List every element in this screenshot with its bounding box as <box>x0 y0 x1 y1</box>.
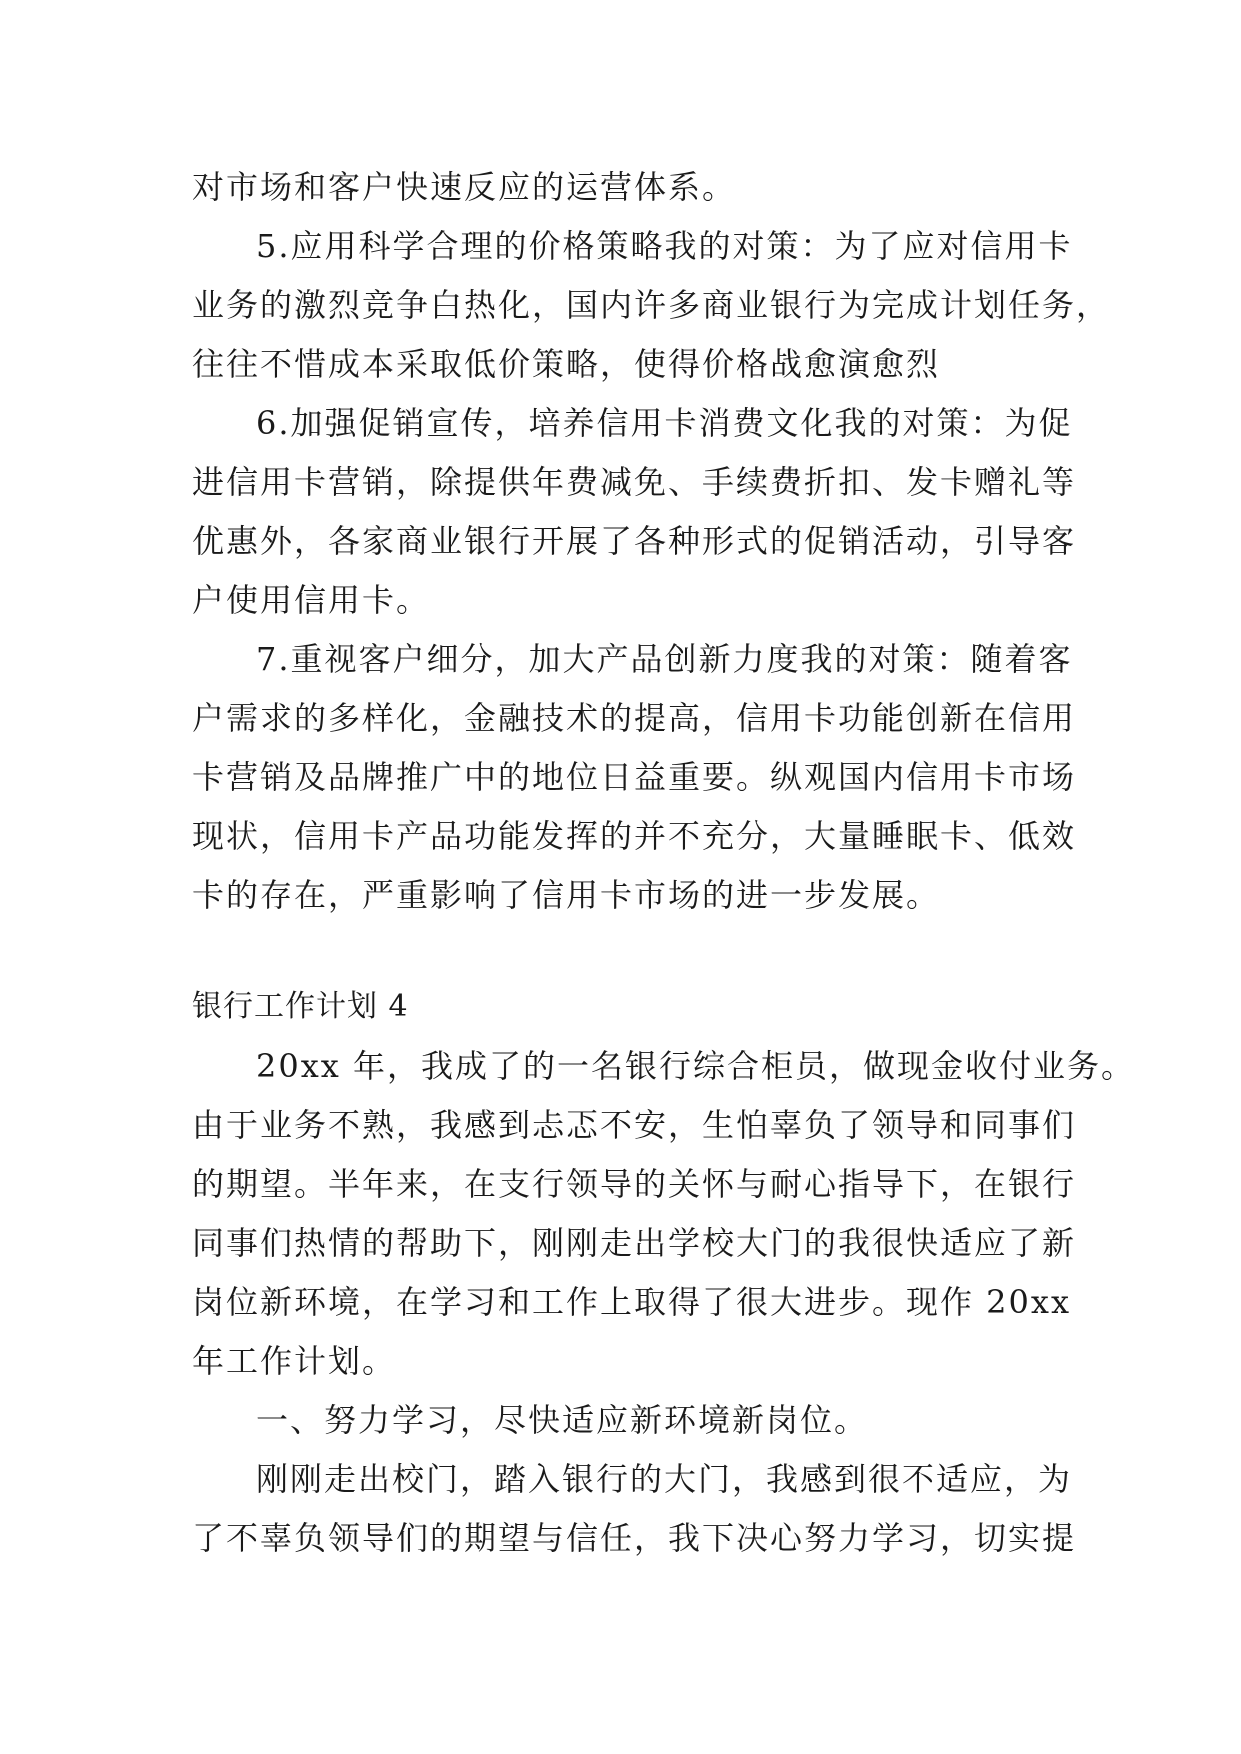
paragraph-line: 6.加强促销宣传，培养信用卡消费文化我的对策：为促 <box>256 404 1073 442</box>
paragraph-line: 一、努力学习，尽快适应新环境新岗位。 <box>256 1401 869 1439</box>
paragraph-line: 卡的存在，严重影响了信用卡市场的进一步发展。 <box>192 876 941 914</box>
section-heading: 银行工作计划 4 <box>192 989 409 1024</box>
paragraph-line: 年工作计划。 <box>192 1342 397 1380</box>
paragraph-line: 户使用信用卡。 <box>192 581 431 619</box>
paragraph-line: 进信用卡营销，除提供年费减免、手续费折扣、发卡赠礼等 <box>192 463 1077 501</box>
paragraph-line: 业务的激烈竞争白热化，国内许多商业银行为完成计划任务， <box>192 286 1111 324</box>
paragraph-line: 7.重视客户细分，加大产品创新力度我的对策：随着客 <box>256 640 1073 678</box>
paragraph-line: 往往不惜成本采取低价策略，使得价格战愈演愈烈 <box>192 345 941 383</box>
paragraph-line: 的期望。半年来，在支行领导的关怀与耐心指导下，在银行 <box>192 1165 1077 1203</box>
paragraph-line: 优惠外，各家商业银行开展了各种形式的促销活动，引导客 <box>192 522 1077 560</box>
paragraph-line: 岗位新环境，在学习和工作上取得了很大进步。现作 20xx <box>192 1283 1071 1321</box>
paragraph-line: 20xx 年，我成了的一名银行综合柜员，做现金收付业务。 <box>256 1047 1135 1085</box>
paragraph-line: 同事们热情的帮助下，刚刚走出学校大门的我很快适应了新 <box>192 1224 1077 1262</box>
paragraph-line: 刚刚走出校门，踏入银行的大门，我感到很不适应，为 <box>256 1460 1073 1498</box>
paragraph-line: 户需求的多样化，金融技术的提高，信用卡功能创新在信用 <box>192 699 1077 737</box>
paragraph-line: 由于业务不熟，我感到忐忑不安，生怕辜负了领导和同事们 <box>192 1106 1077 1144</box>
paragraph-line: 5.应用科学合理的价格策略我的对策：为了应对信用卡 <box>256 227 1073 265</box>
paragraph-line: 了不辜负领导们的期望与信任，我下决心努力学习，切实提 <box>192 1519 1077 1557</box>
paragraph-line: 卡营销及品牌推广中的地位日益重要。纵观国内信用卡市场 <box>192 758 1077 796</box>
paragraph-line: 现状，信用卡产品功能发挥的并不充分，大量睡眠卡、低效 <box>192 817 1077 855</box>
paragraph-line: 对市场和客户快速反应的运营体系。 <box>192 168 737 206</box>
